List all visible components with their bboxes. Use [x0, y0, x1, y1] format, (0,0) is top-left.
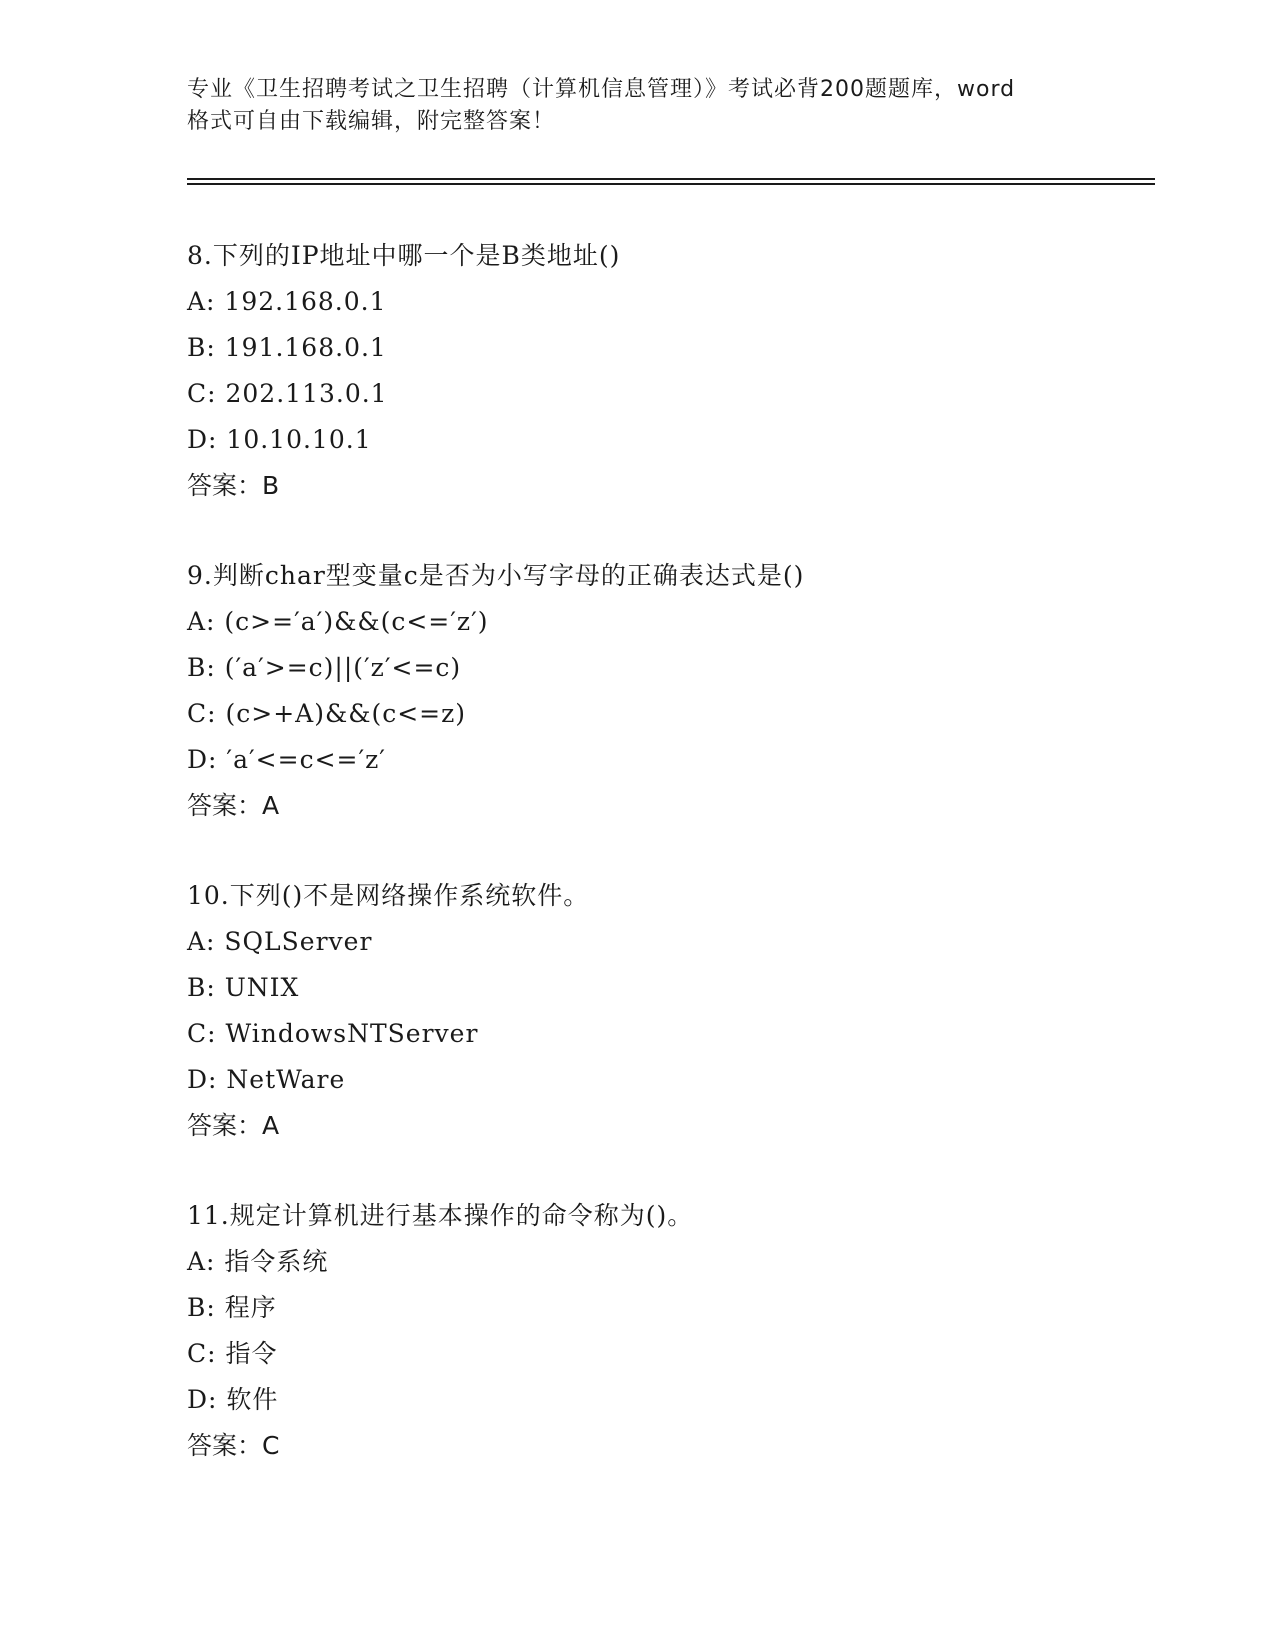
- header-line-2: 格式可自由下载编辑，附完整答案！: [187, 109, 556, 134]
- answer-key: 答案：A: [187, 1111, 280, 1140]
- option-b: B: 程序: [187, 1293, 277, 1322]
- option-a: A: (c>=′a′)&&(c<=′z′): [187, 607, 489, 636]
- header-divider-bottom: [187, 183, 1155, 185]
- option-c: C: WindowsNTServer: [187, 1019, 479, 1048]
- option-d: D: 10.10.10.1: [187, 425, 372, 454]
- option-d: D: NetWare: [187, 1065, 346, 1094]
- option-b: B: UNIX: [187, 973, 300, 1002]
- option-a: A: SQLServer: [187, 927, 373, 956]
- question-stem: 11.规定计算机进行基本操作的命令称为()。: [187, 1201, 694, 1230]
- option-b: B: 191.168.0.1: [187, 333, 387, 362]
- option-d: D: 软件: [187, 1385, 279, 1414]
- question-stem: 10.下列()不是网络操作系统软件。: [187, 881, 590, 910]
- option-c: C: 指令: [187, 1339, 278, 1368]
- question-8: [187, 233, 1167, 509]
- header-line-1: 专业《卫生招聘考试之卫生招聘（计算机信息管理）》考试必背200题题库，word: [187, 77, 1016, 102]
- header-divider-top: [187, 178, 1155, 180]
- question-stem: 9.判断char型变量c是否为小写字母的正确表达式是(): [187, 561, 805, 590]
- option-c: C: (c>+A)&&(c<=z): [187, 699, 467, 728]
- question-10: [187, 873, 1167, 1149]
- answer-key: 答案：C: [187, 1431, 280, 1460]
- document-header: [187, 74, 1087, 138]
- question-stem: 8.下列的IP地址中哪一个是B类地址(): [187, 241, 621, 270]
- answer-key: 答案：A: [187, 791, 280, 820]
- answer-key: 答案：B: [187, 471, 280, 500]
- option-c: C: 202.113.0.1: [187, 379, 388, 408]
- option-a: A: 指令系统: [187, 1247, 329, 1276]
- option-d: D: ′a′<=c<=′z′: [187, 745, 386, 774]
- question-9: [187, 553, 1167, 829]
- option-b: B: (′a′>=c)||(′z′<=c): [187, 653, 462, 682]
- option-a: A: 192.168.0.1: [187, 287, 387, 316]
- question-11: [187, 1193, 1167, 1469]
